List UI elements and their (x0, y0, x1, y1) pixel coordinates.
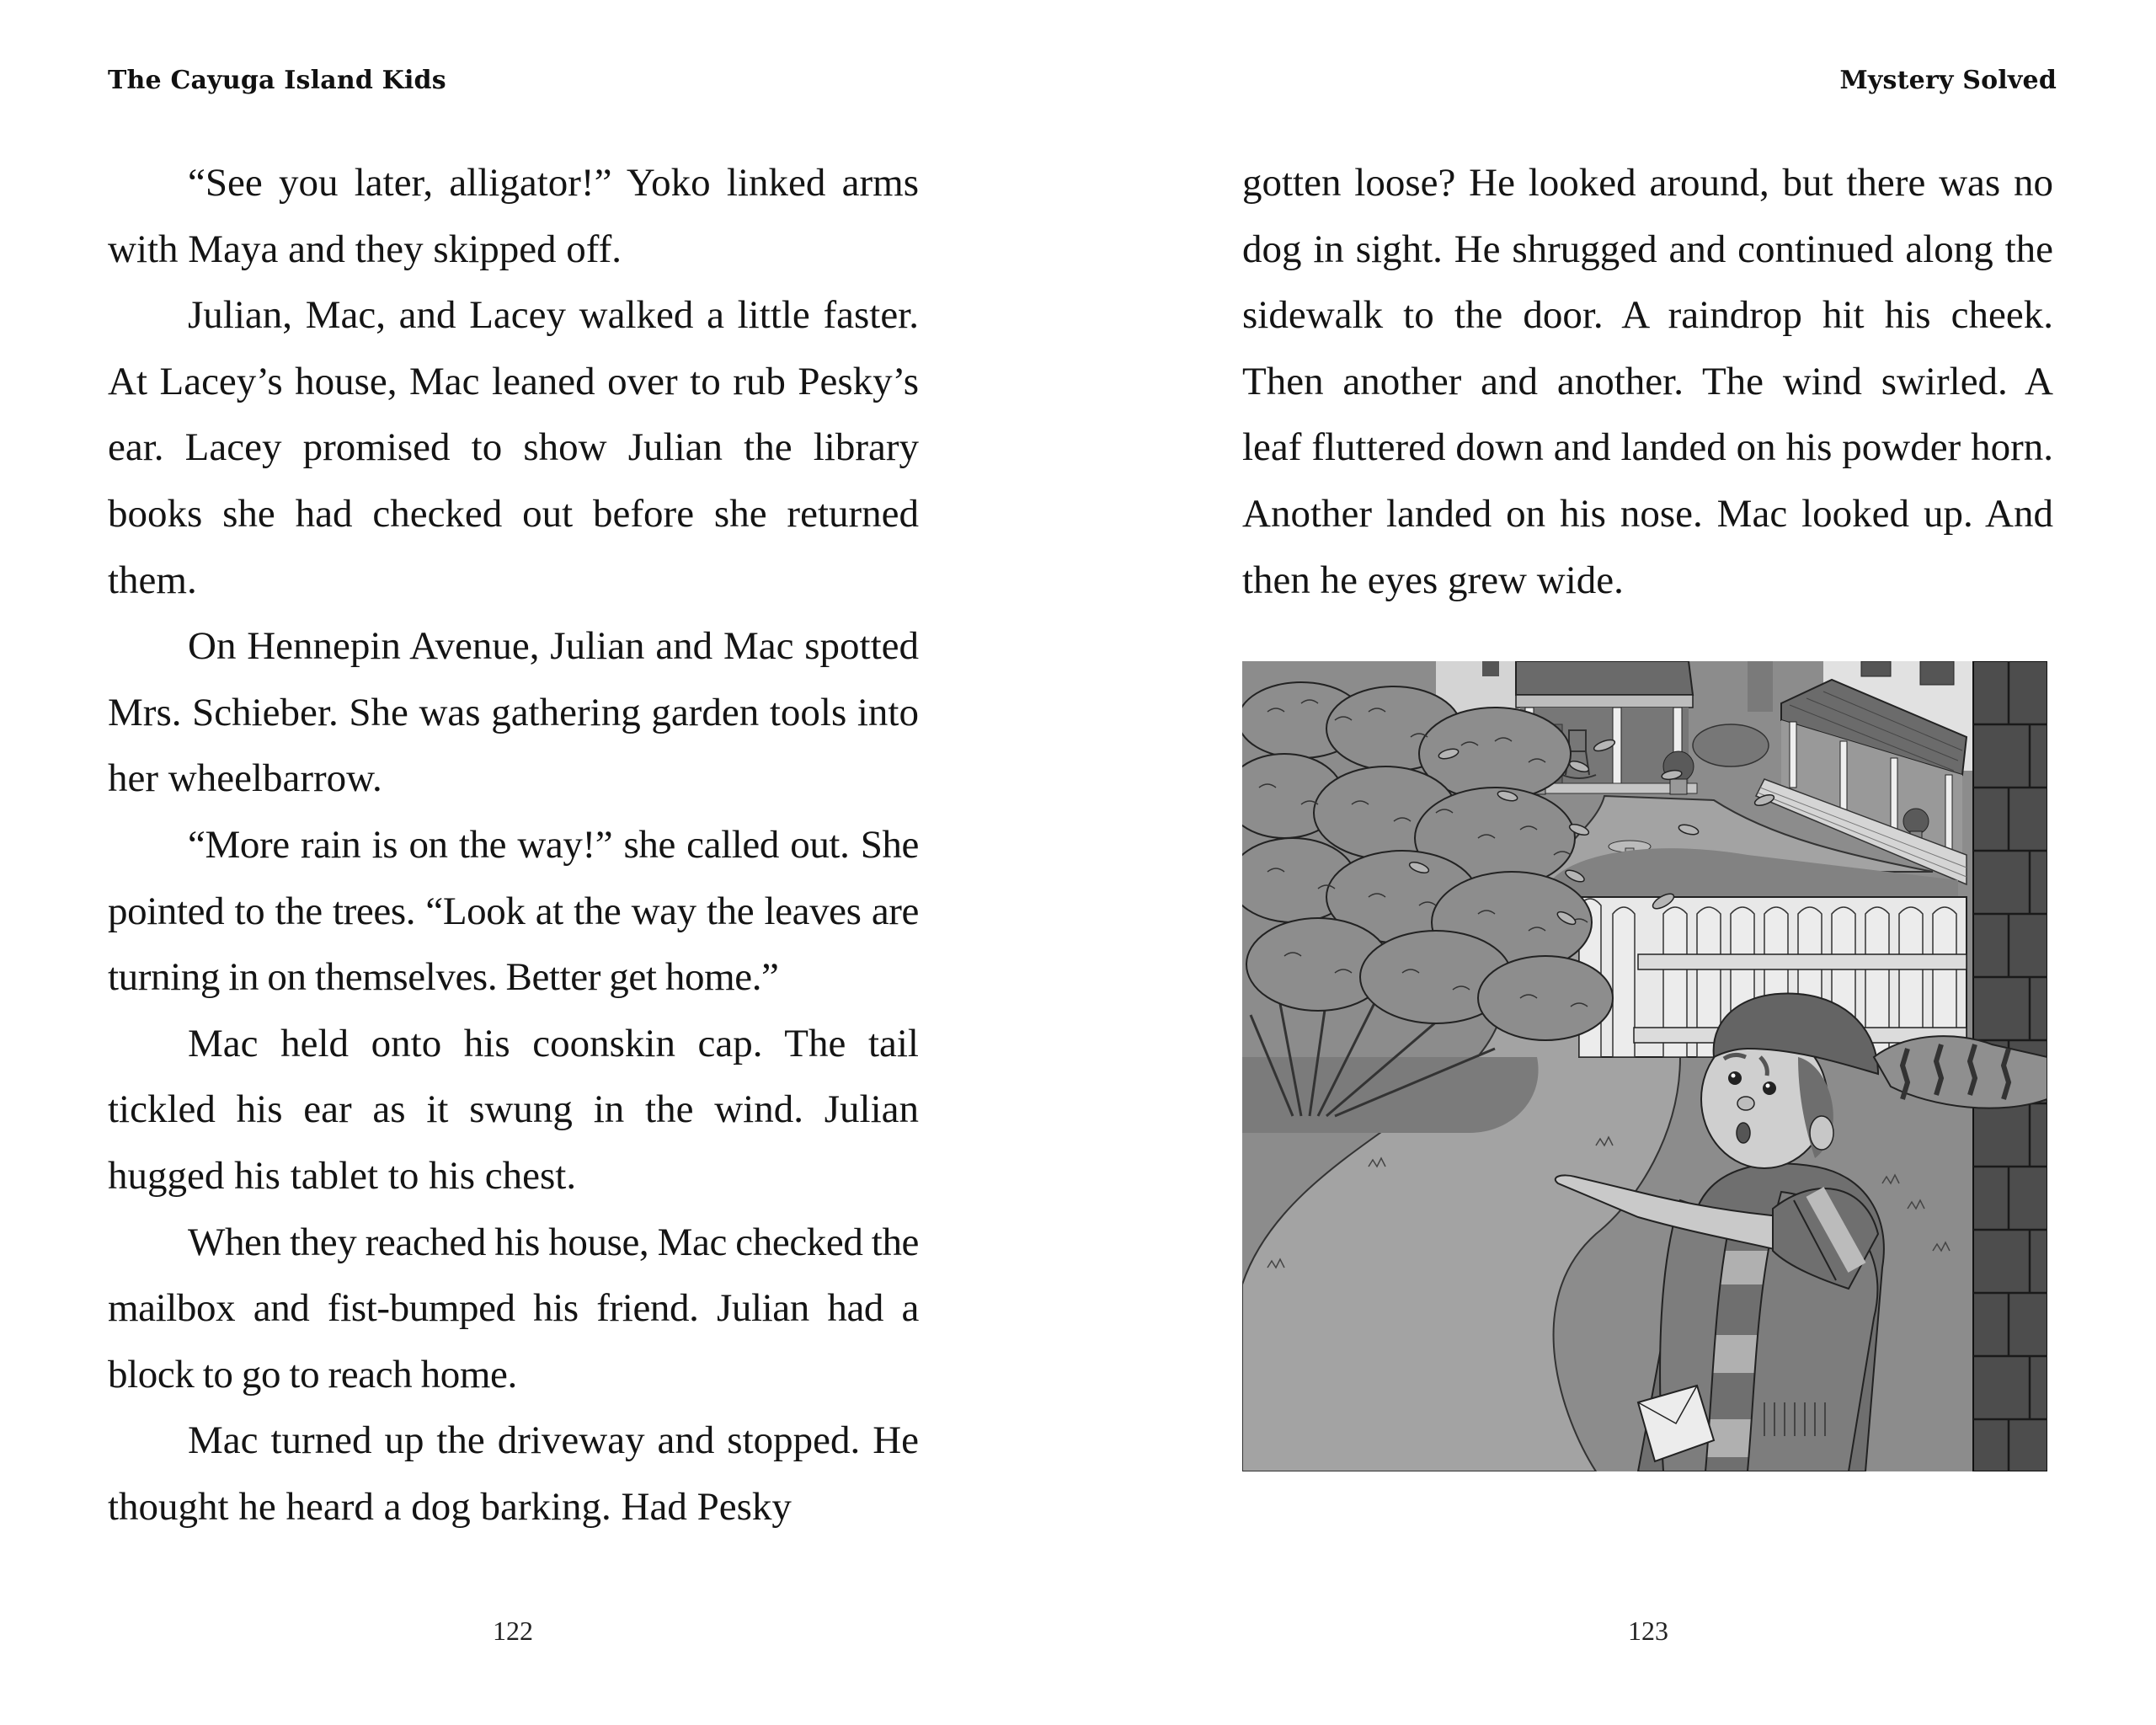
paragraph: On Hennepin Avenue, Julian and Mac spotted Mrs. Schieber. She was gathering garden tools into her wheelbarrow. (108, 624, 919, 801)
paragraph: “More rain is on the way!” she called out. She pointed to the trees. “Look at the way the leaves are turning in on themselves. Better get home.” (108, 822, 919, 1000)
left-body-text (108, 150, 919, 1540)
paragraph: When they reached his house, Mac checked the mailbox and fist-bumped his friend. Julian had a block to go to reach home. (108, 1220, 920, 1397)
running-head-chapter-title: Mystery Solved (1839, 66, 2057, 95)
story-illustration (1242, 661, 2047, 1471)
paragraph: Mac held onto his coonskin cap. The tail tickled his ear as it swung in the wind. Julian hugged his tablet to his chest. (108, 1021, 919, 1198)
paragraph: Julian, Mac, and Lacey walked a little faster. At Lacey’s house, Mac leaned over to rub Pesky’s ear. Lacey promised to show Julian the library books she had checked out before she returned them. (108, 293, 919, 602)
right-page (1078, 0, 2156, 1725)
page-number-left: 122 (493, 1616, 533, 1646)
paragraph: Mac turned up the driveway and stopped. He thought he heard a dog barking. Had Pesky (108, 1418, 919, 1529)
paragraph: gotten loose? He looked around, but there was no dog in sight. He shrugged and continued along the sidewalk to the door. A raindrop hit his cheek. Then another and another. The wind swirled. A leaf fluttered down and landed on his powder horn. Another landed on his nose. Mac looked up. And then he eyes grew wide. (1242, 161, 2053, 602)
right-body-text (1242, 150, 2053, 613)
running-head-book-title: The Cayuga Island Kids (108, 66, 446, 95)
paragraph: “See you later, alligator!” Yoko linked arms with Maya and they skipped off. (108, 161, 919, 271)
page-number-right: 123 (1628, 1616, 1668, 1646)
